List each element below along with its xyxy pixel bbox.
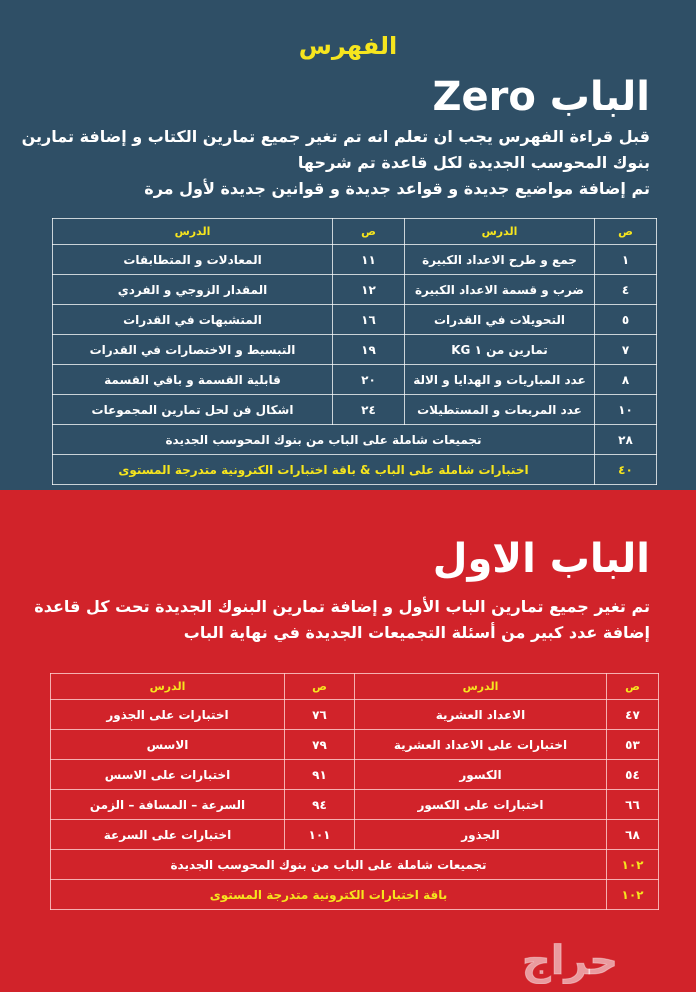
page-header: ص [595, 219, 657, 245]
lesson-name: عدد المباريات و الهدايا و الالة [405, 365, 595, 395]
lesson-name: عدد المربعات و المستطيلات [405, 395, 595, 425]
lesson-header: الدرس [51, 674, 285, 700]
page-number: ٧٦ [285, 700, 355, 730]
page-number: ٤٠ [595, 455, 657, 485]
page-number: ٤ [595, 275, 657, 305]
chapter-one-table [50, 673, 659, 910]
table-row [51, 820, 659, 850]
summary-text: اختبارات شاملة على الباب & باقة اختبارات الكترونية متدرجة المستوى [53, 455, 595, 485]
lesson-name: الكسور [355, 760, 607, 790]
svg-text:حراج: حراج [521, 938, 619, 984]
table-row [53, 245, 657, 275]
page-number: ٦٨ [607, 820, 659, 850]
page-number: ١١ [333, 245, 405, 275]
page-number: ٨ [595, 365, 657, 395]
page-number: ١٠٢ [607, 880, 659, 910]
table-row [53, 365, 657, 395]
table-row [53, 275, 657, 305]
page-number: ١٠٢ [607, 850, 659, 880]
lesson-name: السرعة – المسافة – الزمن [51, 790, 285, 820]
page-number: ٩١ [285, 760, 355, 790]
page-number: ٢٨ [595, 425, 657, 455]
page-number: ٤٧ [607, 700, 659, 730]
chapter-zero-intro [21, 124, 650, 202]
lesson-header: الدرس [405, 219, 595, 245]
table-header-row [53, 219, 657, 245]
chapter-one-intro [34, 594, 650, 646]
lesson-name: اختبارات على الاعداد العشرية [355, 730, 607, 760]
lesson-name: قابلية القسمة و باقي القسمة [53, 365, 333, 395]
table-row [53, 395, 657, 425]
page-number: ٧٩ [285, 730, 355, 760]
page-number: ٦٦ [607, 790, 659, 820]
lesson-header: الدرس [53, 219, 333, 245]
chapter-zero-title: الباب Zero [432, 74, 650, 120]
page-number: ١٠ [595, 395, 657, 425]
table-row [51, 850, 659, 880]
page-number: ٩٤ [285, 790, 355, 820]
lesson-name: الجذور [355, 820, 607, 850]
lesson-header: الدرس [355, 674, 607, 700]
lesson-name: اختبارات على الجذور [51, 700, 285, 730]
index-title: الفهرس [298, 32, 398, 60]
lesson-name: الاسس [51, 730, 285, 760]
page-number: ٢٠ [333, 365, 405, 395]
page-header: ص [285, 674, 355, 700]
chapter-one-title: الباب الاول [432, 536, 650, 582]
page-number: ٧ [595, 335, 657, 365]
table-row [51, 700, 659, 730]
page-number: ٥٤ [607, 760, 659, 790]
table-row [53, 425, 657, 455]
table-row [51, 790, 659, 820]
page-number: ٥٣ [607, 730, 659, 760]
page-number: ٢٤ [333, 395, 405, 425]
table-row [51, 730, 659, 760]
lesson-name: اختبارات على الاسس [51, 760, 285, 790]
lesson-name: اختبارات على الكسور [355, 790, 607, 820]
lesson-name: ضرب و قسمة الاعداد الكبيرة [405, 275, 595, 305]
page-number: ١٠١ [285, 820, 355, 850]
page-number: ١٢ [333, 275, 405, 305]
intro-line: بنوك المحوسب الجديدة لكل قاعدة تم شرحها [297, 153, 650, 172]
summary-text: تجميعات شاملة على الباب من بنوك المحوسب الجديدة [53, 425, 595, 455]
table-row [53, 455, 657, 485]
page-number: ١٩ [333, 335, 405, 365]
lesson-name: المتشبهات في القدرات [53, 305, 333, 335]
lesson-name: المقدار الزوجي و الفردي [53, 275, 333, 305]
table-row [51, 880, 659, 910]
summary-text: باقة اختبارات الكترونية متدرجة المستوى [51, 880, 607, 910]
lesson-name: تمارين من ١ KG [405, 335, 595, 365]
haraj-watermark-logo [470, 936, 670, 984]
table-row [53, 305, 657, 335]
intro-line: قبل قراءة الفهرس يجب ان تعلم انه تم تغير جميع تمارين الكتاب و إضافة تمارين [21, 127, 650, 146]
lesson-name: التحويلات في القدرات [405, 305, 595, 335]
lesson-name: المعادلات و المتطابقات [53, 245, 333, 275]
page-header: ص [607, 674, 659, 700]
intro-line: إضافة عدد كبير من أسئلة التجميعات الجديدة في نهاية الباب [183, 623, 650, 642]
chapter-zero-table [52, 218, 657, 485]
summary-text: تجميعات شاملة على الباب من بنوك المحوسب الجديدة [51, 850, 607, 880]
lesson-name: التبسيط و الاختصارات في القدرات [53, 335, 333, 365]
lesson-name: جمع و طرح الاعداد الكبيرة [405, 245, 595, 275]
lesson-name: اختبارات على السرعة [51, 820, 285, 850]
page-number: ١٦ [333, 305, 405, 335]
page-number: ١ [595, 245, 657, 275]
lesson-name: اشكال فن لحل تمارين المجموعات [53, 395, 333, 425]
page-header: ص [333, 219, 405, 245]
table-row [53, 335, 657, 365]
lesson-name: الاعداد العشرية [355, 700, 607, 730]
intro-line: تم إضافة مواضيع جديدة و قواعد جديدة و قوانين جديدة لأول مرة [144, 179, 650, 198]
table-row [51, 760, 659, 790]
page-number: ٥ [595, 305, 657, 335]
intro-line: تم تغير جميع تمارين الباب الأول و إضافة تمارين البنوك الجديدة تحت كل قاعدة [34, 597, 650, 616]
table-header-row [51, 674, 659, 700]
